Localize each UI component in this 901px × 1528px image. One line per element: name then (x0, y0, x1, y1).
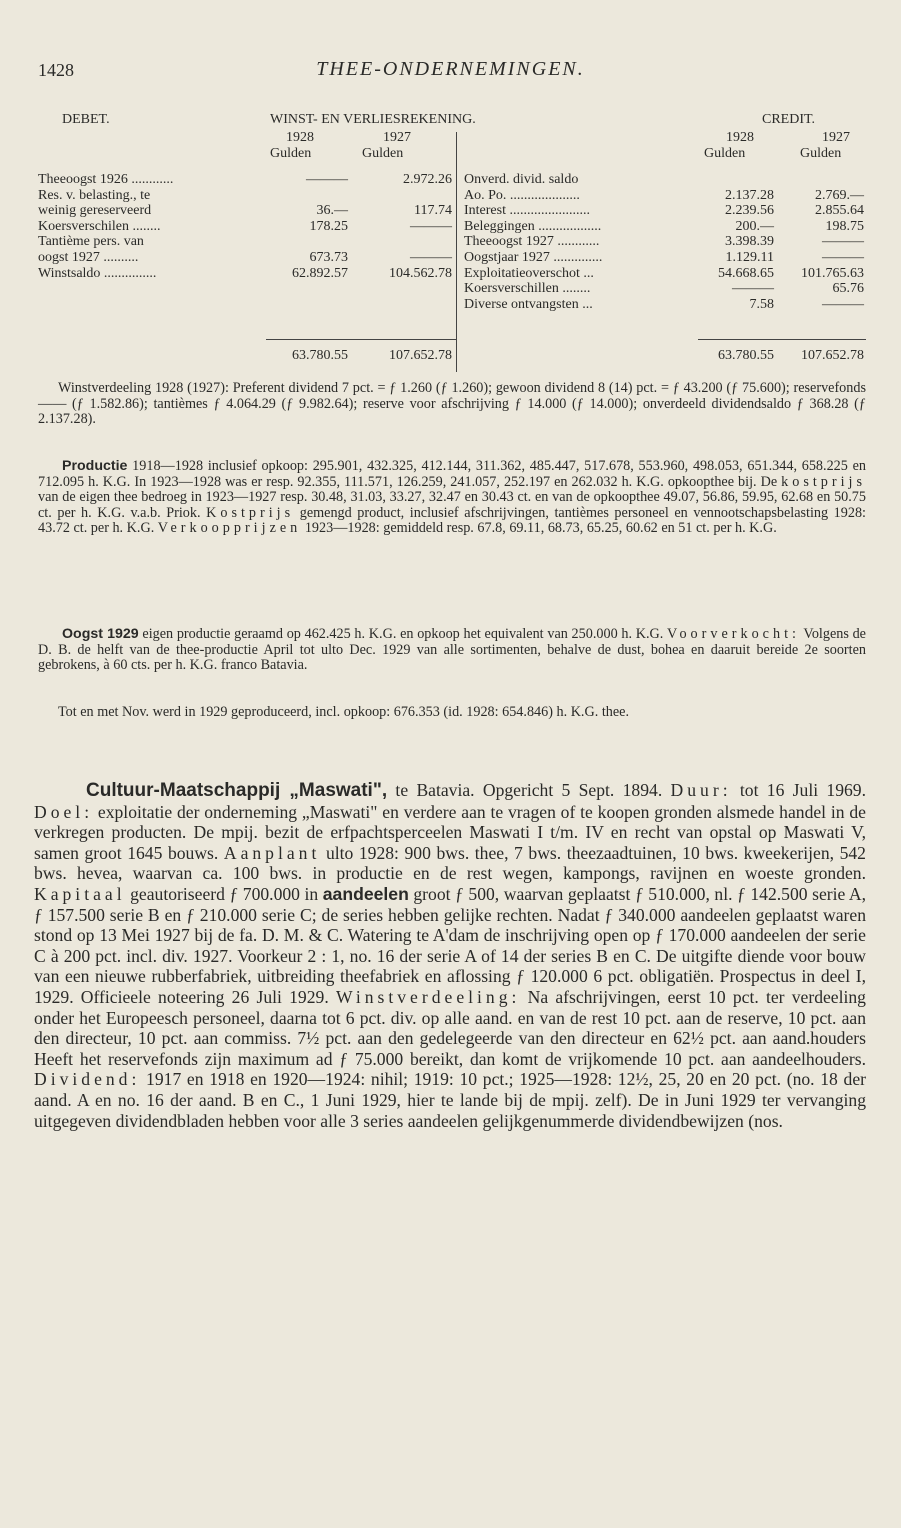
credit-label: Ao. Po. .................... (464, 187, 580, 203)
debit-value-1927: 2.972.26 (403, 172, 452, 187)
oogst-text-c: Tot en met Nov. werd in 1929 geproduceerd, incl. opkoop: 676.353 (id. 1928: 654.846) h. K.G. thee. (58, 704, 629, 720)
debit-value-1927: 104.562.78 (389, 265, 452, 281)
debit-value-1927: ——— (410, 218, 452, 234)
currency-1928-debit: Gulden (270, 145, 312, 161)
doel-term: Doel: (34, 801, 94, 822)
debit-value-1928: 178.25 (309, 218, 348, 234)
debit-total-rule (266, 339, 456, 340)
oogst-text-a: eigen productie geraamd op 462.425 h. K.G. en opkoop het equivalent van 250.000 h. K.G. (138, 626, 668, 642)
productie-text-c: gemengd product, inclusief afschrijvingen, tantièmes personeel en vennootschapsbelasting 1928: 43.72 ct. per h. K.G. (38, 504, 866, 537)
ledger-row (38, 234, 866, 250)
total-credit-1927: 107.652.78 (801, 348, 864, 363)
credit-label: Theeoogst 1927 ............ (464, 234, 600, 250)
kostprijs-term: kostprijs (781, 473, 866, 490)
productie-paragraph (38, 459, 866, 537)
maswati-text-2: tot 16 Juli 1969. (731, 780, 866, 800)
debit-value-1927: 117.74 (414, 203, 452, 219)
oogst-production-paragraph (38, 705, 866, 721)
oogst-paragraph (38, 627, 866, 674)
currency-1927-credit: Gulden (800, 145, 842, 161)
credit-value-1927: ——— (822, 296, 864, 312)
total-debit-1927: 107.652.78 (389, 348, 452, 363)
maswati-text-4: ulto 1928: 900 bws. thee, 7 bws. theezaadtuinen, 10 bws. kweekerijen, 542 bws. hevea, waarvan ca. 100 bws. in productie en de rest wegen, kampongs, ravijnen en woeste gronden. (34, 842, 866, 884)
credit-value-1928: 2.137.28 (725, 187, 774, 203)
credit-total-rule (698, 339, 866, 340)
aandeelen-term: aandeelen (322, 883, 409, 904)
credit-value-1927: ——— (822, 234, 864, 250)
credit-value-1928: 200.— (735, 218, 774, 234)
credit-label: Onverd. divid. saldo (464, 172, 579, 187)
credit-value-1927: 65.76 (832, 281, 864, 297)
year-1928-credit: 1928 (726, 130, 754, 145)
credit-value-1928: 1.129.11 (725, 250, 774, 265)
oogst-heading: Oogst 1929 (62, 626, 139, 642)
winstverdeeling-text: Winstverdeeling 1928 (1927): Preferent dividend 7 pct. = ƒ 1.260 (ƒ 1.260); gewoon dividend 8 (14) pct. = ƒ 43.200 (ƒ 75.600); reservefonds —— (ƒ 1.582.86); tantièmes ƒ 4.064.29 (ƒ 9.982.64); reserve voor afschrijving ƒ 14.000 (ƒ 14.000); onverdeeld dividendsaldo ƒ 368.28 (ƒ 2.137.28). (38, 380, 866, 428)
maswati-text-5: geautoriseerd ƒ 700.000 in (125, 883, 323, 904)
credit-value-1927: 2.855.64 (815, 203, 864, 219)
year-1928-debit: 1928 (286, 130, 314, 145)
page-title: THEE-ONDERNEMINGEN. (316, 58, 585, 80)
ledger-row (38, 281, 866, 297)
credit-value-1928: 2.239.56 (725, 203, 774, 219)
total-debit-1928: 63.780.55 (292, 348, 348, 363)
credit-value-1928: 3.398.39 (725, 234, 774, 250)
credit-label: Interest ....................... (464, 203, 590, 219)
maswati-text-7: Na afschrijvingen, eerst 10 pct. ter verdeeling onder het Europeesch personeel, daarna tot 6 pct. div. op alle aand. en van de rest 10 pct. aan de reserve, 10 pct. aan den directeur, 10 pct. aan commiss. 7½ pct. aan den gedelegeerde van den directeur en 62½ pct. aan aand.houders Heeft het reservefonds zijn maximum ad ƒ 75.000 bereikt, dan komt de vrijkomende 10 pct. aan aandeelhouders. (34, 986, 866, 1069)
maswati-text-1: te Batavia. Opgericht 5 Sept. 1894. (387, 780, 671, 800)
kapitaal-term: Kapitaal (34, 883, 126, 904)
productie-heading: Productie (62, 458, 128, 474)
year-row (38, 130, 866, 146)
credit-label: Beleggingen .................. (464, 218, 602, 234)
debit-value-1928: ——— (306, 172, 348, 187)
ledger-row (38, 203, 866, 219)
credit-value-1928: 54.668.65 (718, 265, 774, 281)
aanplant-term: Aanplant (223, 842, 321, 863)
debit-label: Winstsaldo ............... (38, 265, 157, 281)
ledger-title-row (38, 112, 866, 130)
credit-value-1927: ——— (822, 250, 864, 265)
duur-term: Duur: (670, 780, 732, 800)
verkoopprijzen-term: Verkoopprijzen (157, 520, 302, 537)
ledger-row (38, 219, 866, 235)
total-credit-1928: 63.780.55 (718, 348, 774, 363)
maswati-text-3: exploitatie der onderneming „Maswati" en verdere aan te vragen of te koopen gronden alsmede handel in de verkregen producten. De mpij. bezit de erfpachtsperceelen Maswati I t/m. IV en recht van opstal op Maswati V, samen groot 1645 bouws. (34, 801, 866, 863)
credit-label: Diverse ontvangsten ... (464, 296, 593, 312)
page-number: 1428 (38, 60, 74, 80)
credit-label: Exploitatieoverschot ... (464, 265, 594, 281)
ledger-row (38, 188, 866, 204)
debit-value-1928: 62.892.57 (292, 265, 348, 281)
totals-row (38, 348, 866, 364)
year-1927-debit: 1927 (383, 130, 411, 145)
maswati-text-6: groot ƒ 500, waarvan geplaatst ƒ 510.000, nl. ƒ 142.500 serie A, ƒ 157.500 serie B en ƒ 210.000 serie C; de series hebben gelijke rechten. Nadat ƒ 340.000 aandeelen geplaatst waren stond op 13 Mei 1927 bij de fa. D. M. & C. Watering te A'dam de inschrijving open op ƒ 170.000 aandeelen der serie C à 200 pct. incl. div. 1927. Voorkeur 2 : 1, no. 16 der serie A of 14 der series B en C. De uitgifte diende voor bouw van een nieuwe rubberfabriek, uitbreiding theefabriek en aflossing ƒ 120.000 6 pct. obligatiën. Prospectus in deel I, 1929. Officieele noteering 26 Juli 1929. (34, 883, 867, 1007)
credit-label: Koersverschillen ........ (464, 281, 591, 297)
year-1927-credit: 1927 (822, 130, 850, 145)
debit-label: Koersverschilen ........ (38, 218, 161, 234)
kostprijs-term-2: Kostprijs (206, 504, 295, 521)
debit-label: oogst 1927 .......... (38, 250, 139, 265)
productie-text-b: van de eigen thee bedroeg in 1923—1927 resp. 30.48, 31.03, 33.27, 32.47 en 30.43 ct. en van de opkoopthee 49.07, 56.86, 59.95, 62.68 en 50.75 ct. per h. K.G. v.a.b. Priok. (38, 489, 866, 521)
credit-value-1928: ——— (732, 281, 774, 297)
winstverdeeling-paragraph (38, 381, 866, 428)
debit-value-1928: 36.— (316, 203, 348, 219)
maswati-article (34, 780, 866, 1131)
credit-label: Oogstjaar 1927 .............. (464, 250, 603, 265)
page-header (38, 60, 863, 88)
debit-label: Theeoogst 1926 ............ (38, 172, 174, 187)
currency-1927-debit: Gulden (362, 145, 404, 161)
ledger-title: WINST- EN VERLIESREKENING. (270, 112, 476, 127)
ledger-row (38, 266, 866, 282)
credit-value-1927: 198.75 (825, 218, 864, 234)
productie-text-a: 1918—1928 inclusief opkoop: 295.901, 432.325, 412.144, 311.362, 485.447, 517.678, 553.960, 498.053, 651.344, 658.225 en 712.095 h. K.G. In 1923—1928 was er resp. 92.355, 111.571, 126.259, 241.057, 252.197 en 262.032 h. K.G. opkoopthee bij. De (38, 458, 866, 490)
credit-value-1927: 101.765.63 (801, 265, 864, 281)
oogst-text-b: Volgens de D. B. de helft van de thee-productie April tot ulto Dec. 1929 van alle sortimenten, behalve de dust, bohea en daaruit bereide 2e soorten gebrokens, à 60 cts. per h. K.G. franco Batavia. (38, 626, 866, 674)
debit-label: weinig gereserveerd (38, 203, 152, 219)
productie-text-d: 1923—1928: gemiddeld resp. 67.8, 69.11, 68.73, 65.25, 60.62 en 51 ct. per h. K.G. (301, 520, 777, 537)
currency-1928-credit: Gulden (704, 145, 746, 161)
credit-value-1928: 7.58 (749, 296, 774, 312)
ledger-row (38, 250, 866, 266)
maswati-text-8: 1917 en 1918 en 1920—1924: nihil; 1919: 10 pct.; 1925—1928: 12½, 25, 20 en 20 pct. (no. 18 der aand. A en no. 16 der aand. B en C., 1 Juni 1929, hier te lande bij de mpij. zelf). De in Juni 1929 ter vervanging uitgegeven dividendbladen hebben voor alle 3 series aandeelen gelijkgenummerde dividendbewijzen (nos. (34, 1069, 866, 1131)
debit-heading: DEBET. (62, 112, 110, 127)
voorverkocht-term: Voorverkocht: (667, 626, 800, 642)
profit-loss-account (38, 112, 866, 363)
currency-row (38, 146, 866, 162)
ledger-row (38, 172, 866, 188)
debit-value-1928: 673.73 (309, 250, 348, 265)
debit-value-1927: ——— (410, 250, 452, 265)
credit-value-1927: 2.769.— (815, 187, 864, 203)
company-heading: Cultuur-Maatschappij „Maswati", (86, 780, 388, 801)
credit-heading: CREDIT. (762, 112, 816, 127)
ledger-row (38, 297, 866, 313)
debit-label: Tantième pers. van (38, 234, 144, 250)
debit-label: Res. v. belasting., te (38, 187, 151, 203)
dividend-term: Dividend: (34, 1069, 141, 1090)
winstverdeeling-term: Winstverdeeling: (335, 986, 521, 1007)
